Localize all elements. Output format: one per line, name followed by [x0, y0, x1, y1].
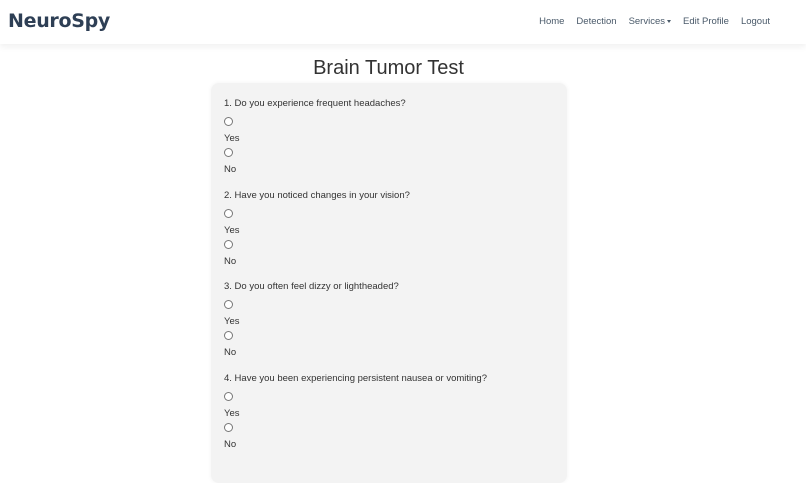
- option-label-yes: Yes: [224, 316, 240, 327]
- radio-no[interactable]: [224, 423, 233, 432]
- question-text: 1. Do you experience frequent headaches?: [224, 98, 406, 109]
- nav-home[interactable]: Home: [539, 16, 565, 27]
- question-text: 3. Do you often feel dizzy or lightheaded?: [224, 281, 399, 292]
- option-label-yes: Yes: [224, 225, 240, 236]
- page-title: Brain Tumor Test: [313, 57, 464, 79]
- question-text: 4. Have you been experiencing persistent nausea or vomiting?: [224, 373, 487, 384]
- nav-services-label: Services: [628, 16, 665, 27]
- option-label-no: No: [224, 347, 237, 358]
- radio-yes[interactable]: [224, 300, 233, 309]
- navbar: [0, 0, 806, 44]
- nav-edit-profile[interactable]: Edit Profile: [683, 16, 729, 27]
- option-label-no: No: [224, 439, 237, 450]
- chevron-down-icon: [667, 20, 671, 23]
- radio-no[interactable]: [224, 331, 233, 340]
- radio-yes[interactable]: [224, 117, 233, 126]
- option-label-yes: Yes: [224, 133, 240, 144]
- radio-no[interactable]: [224, 148, 233, 157]
- nav-detection[interactable]: Detection: [576, 16, 617, 27]
- option-label-no: No: [224, 164, 237, 175]
- option-label-no: No: [224, 256, 237, 267]
- brand-logo[interactable]: NeuroSpy: [8, 10, 111, 32]
- radio-no[interactable]: [224, 240, 233, 249]
- option-label-yes: Yes: [224, 408, 240, 419]
- radio-yes[interactable]: [224, 209, 233, 218]
- test-form: [211, 83, 567, 483]
- nav-services[interactable]: [629, 16, 671, 27]
- nav-links: [527, 16, 770, 27]
- question-text: 2. Have you noticed changes in your vision?: [224, 190, 410, 201]
- nav-logout[interactable]: Logout: [740, 16, 770, 27]
- radio-yes[interactable]: [224, 392, 233, 401]
